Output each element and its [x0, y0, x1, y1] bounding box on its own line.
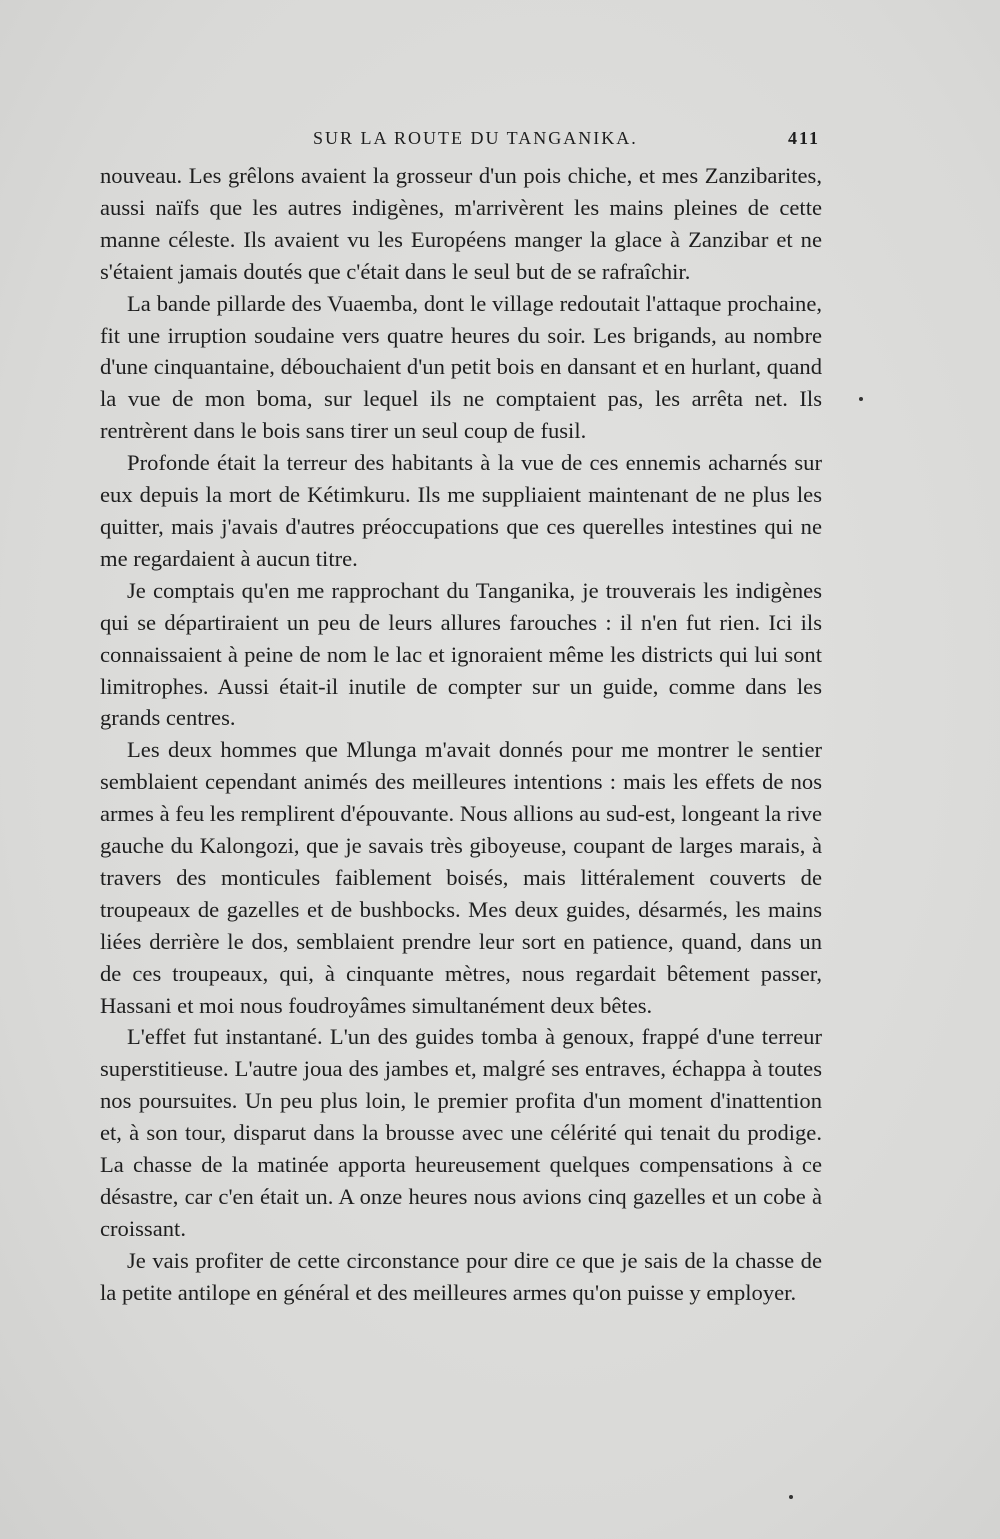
paragraph: Les deux hommes que Mlunga m'avait donnés pour me montrer le sentier semblaient cependant animés des meilleures intentions : mais les effets de nos armes à feu les remplirent d'épouvante. Nous allions au sud-est, longeant la rive gauche du Kalongozi, que je savais très giboyeuse, coupant de larges marais, à travers des monticules faiblement boisés, mais littéralement couverts de troupeaux de gazelles et de bushbocks. Mes deux guides, désarmés, les mains liées derrière le dos, semblaient prendre leur sort en patience, quand, dans un de ces troupeaux, qui, à cinquante mètres, nous regardait bêtement passer, Hassani et moi nous foudroyâmes simultanément deux bêtes.	[100, 737, 822, 1018]
paragraph: L'effet fut instantané. L'un des guides tomba à genoux, frappé d'une terreur superstitieuse. L'autre joua des jambes et, malgré ses entraves, échappa à toutes nos poursuites. Un peu plus loin, le premier profita d'un moment d'inattention et, à son tour, disparut dans la brousse avec une célérité qui tenait du prodige. La chasse de la matinée apporta heureusement quelques compensations à ce désastre, car c'en était un. A onze heures nous avions cinq gazelles et un cobe à croissant.	[100, 1024, 822, 1241]
paper-speck	[789, 1495, 793, 1499]
book-page	[100, 118, 822, 1309]
paragraph: La bande pillarde des Vuaemba, dont le village redoutait l'attaque prochaine, fit une irruption soudaine vers quatre heures du soir. Les brigands, au nombre d'une cinquantaine, débouchaient d'un petit bois en dansant et en hurlant, quand la vue de mon boma, sur lequel ils ne comptaient pas, les arrêta net. Ils rentrèrent dans le bois sans tirer un seul coup de fusil.	[100, 290, 822, 444]
page-number: 411	[787, 128, 820, 148]
body-text	[100, 160, 822, 1309]
paragraph-continuation: nouveau. Les grêlons avaient la grosseur d'un pois chiche, et mes Zanzibarites, aussi naïfs que les autres indigènes, m'arrivèrent les mains pleines de cette manne céleste. Ils avaient vu les Européens manger la glace à Zanzibar et ne s'étaient jamais doutés que c'était dans le seul but de se rafraîchir.	[100, 163, 822, 284]
running-title: SUR LA ROUTE DU TANGANIKA.	[313, 128, 638, 148]
paragraph: Je comptais qu'en me rapprochant du Tanganika, je trouverais les indigènes qui se départiraient un peu de leurs allures farouches : il n'en fut rien. Ici ils connaissaient à peine de nom le lac et ignoraient même les districts qui lui sont limitrophes. Aussi était-il inutile de compter sur un guide, comme dans les grands centres.	[100, 577, 822, 731]
paper-speck	[859, 397, 863, 401]
paragraph: Je vais profiter de cette circonstance pour dire ce que je sais de la chasse de la petite antilope en général et des meilleures armes qu'on puisse y employer.	[100, 1247, 822, 1305]
paragraph: Profonde était la terreur des habitants à la vue de ces ennemis acharnés sur eux depuis la mort de Kétimkuru. Ils me suppliaient maintenant de ne plus les quitter, mais j'avais d'autres préoccupations que ces querelles intestines qui ne me regardaient à aucun titre.	[100, 450, 822, 571]
running-head	[100, 118, 822, 158]
